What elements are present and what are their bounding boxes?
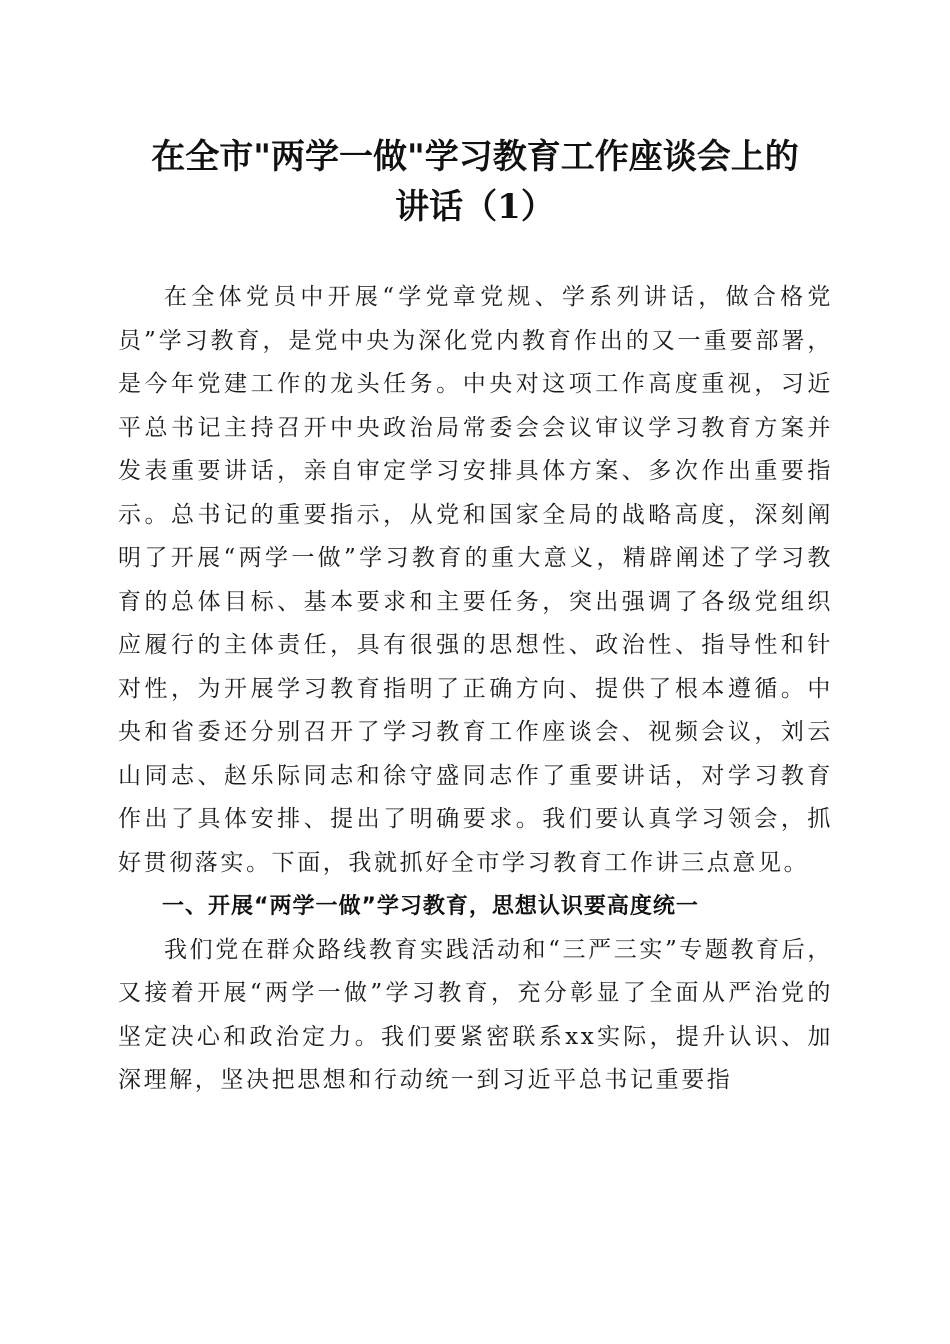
title-line-1: 在全市"两学一做"学习教育工作座谈会上的 — [151, 137, 799, 177]
document-title — [100, 132, 850, 232]
document-body — [118, 276, 833, 1103]
section-1-paragraph: 我们党在群众路线教育实践活动和“三严三实”专题教育后，又接着开展“两学一做”学习教育，充分彰显了全面从严治党的坚定决心和政治定力。我们要紧密联系xx实际，提升认识、加深理解，坚决把思想和行动统一到习近平总书记重要指 — [118, 936, 833, 1093]
intro-paragraph: 在全体党员中开展“学党章党规、学系列讲话，做合格党员”学习教育，是党中央为深化党内教育作出的又一重要部署，是今年党建工作的龙头任务。中央对这项工作高度重视，习近平总书记主持召开中央政治局常委会会议审议学习教育方案并发表重要讲话，亲自审定学习安排具体方案、多次作出重要指示。总书记的重要指示，从党和国家全局的战略高度，深刻阐明了开展“两学一做”学习教育的重大意义，精辟阐述了学习教育的总体目标、基本要求和主要任务，突出强调了各级党组织应履行的主体责任，具有很强的思想性、政治性、指导性和针对性，为开展学习教育指明了正确方向、提供了根本遵循。中央和省委还分别召开了学习教育工作座谈会、视频会议，刘云山同志、赵乐际同志和徐守盛同志作了重要讲话，对学习教育作出了具体安排、提出了明确要求。我们要认真学习领会，抓好贯彻落实。下面，我就抓好全市学习教育工作讲三点意见。 — [118, 284, 833, 876]
section-heading-1: 一、开展“两学一做”学习教育，思想认识要高度统一 — [162, 894, 699, 919]
title-line-2: 讲话（1） — [395, 187, 555, 227]
